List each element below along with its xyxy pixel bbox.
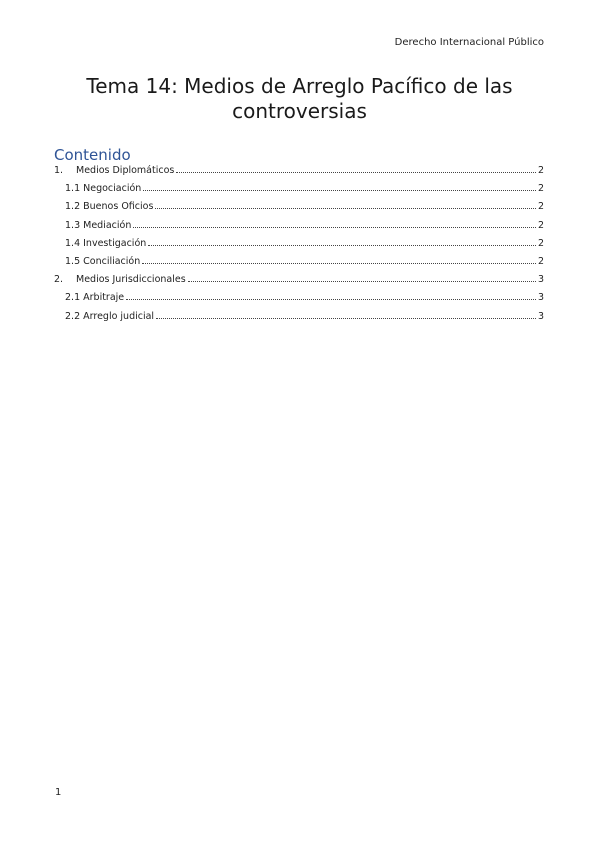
toc-leader-dots [176, 172, 536, 173]
toc-entry-arbitraje[interactable] [54, 292, 544, 310]
toc-entry-page: 2 [537, 255, 544, 267]
toc-entry-page: 2 [537, 201, 544, 213]
toc-entry-page: 3 [537, 310, 544, 322]
document-title: Tema 14: Medios de Arreglo Pacífico de las controversias [86, 74, 513, 123]
toc-entry-page: 3 [537, 292, 544, 304]
toc-entry-buenos-oficios[interactable] [54, 201, 544, 219]
toc-leader-dots [155, 208, 536, 209]
toc-entry-medios-diplomaticos[interactable] [54, 165, 544, 183]
toc-entry-arreglo-judicial[interactable] [54, 311, 544, 329]
toc-entry-page: 2 [537, 237, 544, 249]
toc-entry-number: 2. [54, 274, 64, 286]
page-header: Derecho Internacional Público [394, 37, 544, 48]
toc-entry-page: 2 [537, 219, 544, 231]
toc-leader-dots [148, 245, 536, 246]
toc-entry-label: 2.2 Arreglo judicial [65, 310, 155, 322]
toc-leader-dots [133, 227, 536, 228]
toc-heading: Contenido [54, 146, 131, 164]
toc-entry-label: Medios Jurisdiccionales [76, 274, 186, 286]
toc-leader-dots [156, 318, 536, 319]
toc-entry-label: 1.5 Conciliación [65, 255, 141, 267]
toc-entry-page: 3 [537, 274, 544, 286]
toc-entry-label: 1.2 Buenos Oficios [65, 201, 154, 213]
toc-leader-dots [126, 299, 536, 300]
toc-entry-label: 2.1 Arbitraje [65, 292, 125, 304]
toc-entry-medios-jurisdiccionales[interactable] [54, 274, 544, 292]
toc-leader-dots [143, 190, 536, 191]
toc-entry-label: 1.1 Negociación [65, 183, 142, 195]
toc-entry-page: 2 [537, 183, 544, 195]
toc-entry-number: 1. [54, 165, 64, 176]
toc-leader-dots [142, 263, 536, 264]
toc-entry-page: 2 [537, 165, 544, 176]
toc-entry-mediacion[interactable] [54, 220, 544, 238]
table-of-contents [54, 165, 544, 329]
toc-entry-negociacion[interactable] [54, 183, 544, 201]
page-number: 1 [55, 787, 62, 798]
toc-entry-label: 1.4 Investigación [65, 237, 147, 249]
toc-leader-dots [188, 281, 536, 282]
toc-entry-label: Medios Diplomáticos [76, 165, 175, 176]
toc-entry-label: 1.3 Mediación [65, 219, 132, 231]
toc-entry-investigacion[interactable] [54, 238, 544, 256]
toc-entry-conciliacion[interactable] [54, 256, 544, 274]
